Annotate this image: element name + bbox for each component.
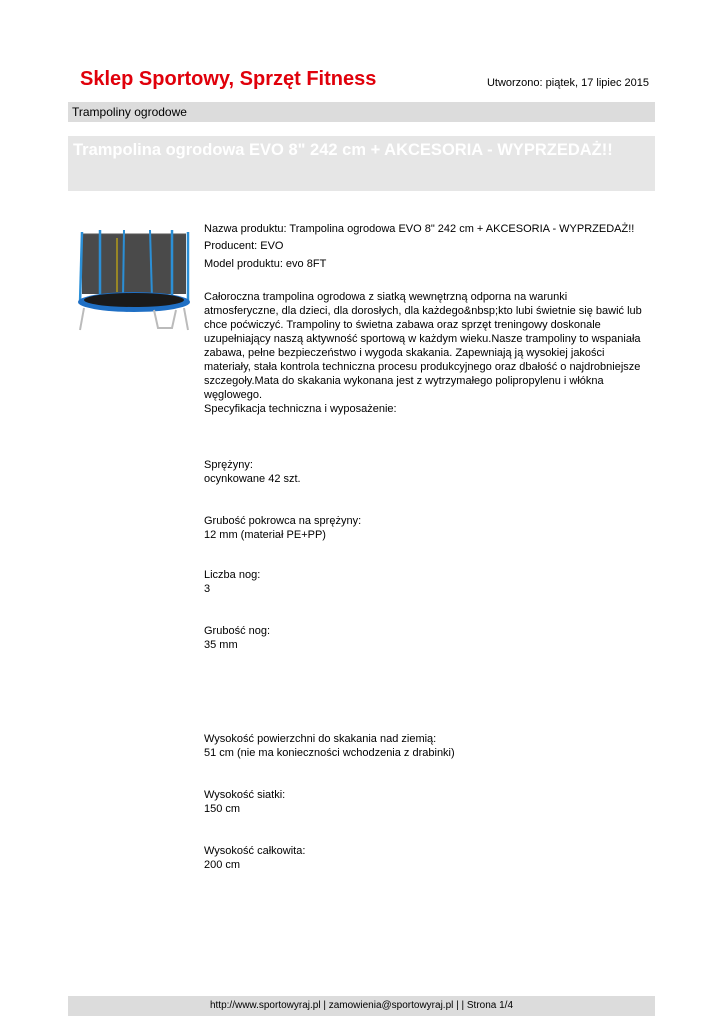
page-footer [68, 996, 655, 1016]
page-header [70, 60, 655, 100]
spec-value: ocynkowane 42 szt. [204, 473, 301, 485]
model-line: Model produktu: evo 8FT [204, 258, 327, 270]
spec-label: Grubość nog: [204, 625, 271, 637]
product-title: Trampolina ogrodowa EVO 8" 242 cm + AKCESORIA - WYPRZEDAŻ!! [73, 141, 613, 159]
spec-value: 51 cm (nie ma konieczności wchodzenia z drabinki) [204, 747, 455, 759]
spec-label: Liczba nog: [204, 569, 261, 581]
spec-label: Wysokość całkowita: [204, 845, 306, 857]
spec-label: Wysokość powierzchni do skakania nad ziemią: [204, 733, 437, 745]
category-label: Trampoliny ogrodowe [72, 105, 187, 119]
producer-line: Producent: EVO [204, 240, 284, 252]
shop-title: Sklep Sportowy, Sprzęt Fitness [80, 68, 377, 90]
footer-text: http://www.sportowyraj.pl | zamowienia@sportowyraj.pl | | Strona 1/4 [209, 1000, 514, 1011]
spec-value: 200 cm [204, 859, 241, 871]
spec-value: 150 cm [204, 803, 241, 815]
spec-label: Wysokość siatki: [204, 789, 286, 801]
product-name-line: Nazwa produktu: Trampolina ogrodowa EVO 8" 242 cm + AKCESORIA - WYPRZEDAŻ!! [204, 223, 635, 235]
spec-heading: Specyfikacja techniczna i wyposażenie: [204, 403, 397, 415]
spec-label: Sprężyny: [204, 459, 253, 471]
created-date: Utworzono: piątek, 17 lipiec 2015 [486, 77, 649, 89]
spec-value: 35 mm [204, 639, 238, 651]
spec-value: 12 mm (materiał PE+PP) [204, 529, 326, 541]
category-bar [68, 102, 655, 122]
product-title-bar [68, 136, 655, 191]
trampoline-image [72, 226, 194, 341]
product-description [204, 290, 644, 416]
spec-label: Grubość pokrowca na sprężyny: [204, 515, 362, 527]
spec-value: 3 [204, 583, 211, 595]
description-text: Całoroczna trampolina ogrodowa z siatką wewnętrzną odporna na warunki atmosferyczne, dla dzieci, dla dorosłych, dla każdego&nbsp;kto lubi świetnie się bawić lub chce poćwiczyć. Trampoliny to świetna zabawa oraz sprzęt treningowy doskonale uzupełniający naszą aktywność sportową w każdym wieku.Nasze trampoliny to wspaniała zabawa, pełne bezpieczeństwo i wygoda skakania. Zapewniają ją wysokiej jakości materiały, stała kontrola techniczna procesu produkcyjnego oraz dbałość o najdrobniejsze szczegoły.Mata do skakania wykonana jest z wytrzymałego polipropylenu i włókna węglowego. [204, 291, 642, 401]
